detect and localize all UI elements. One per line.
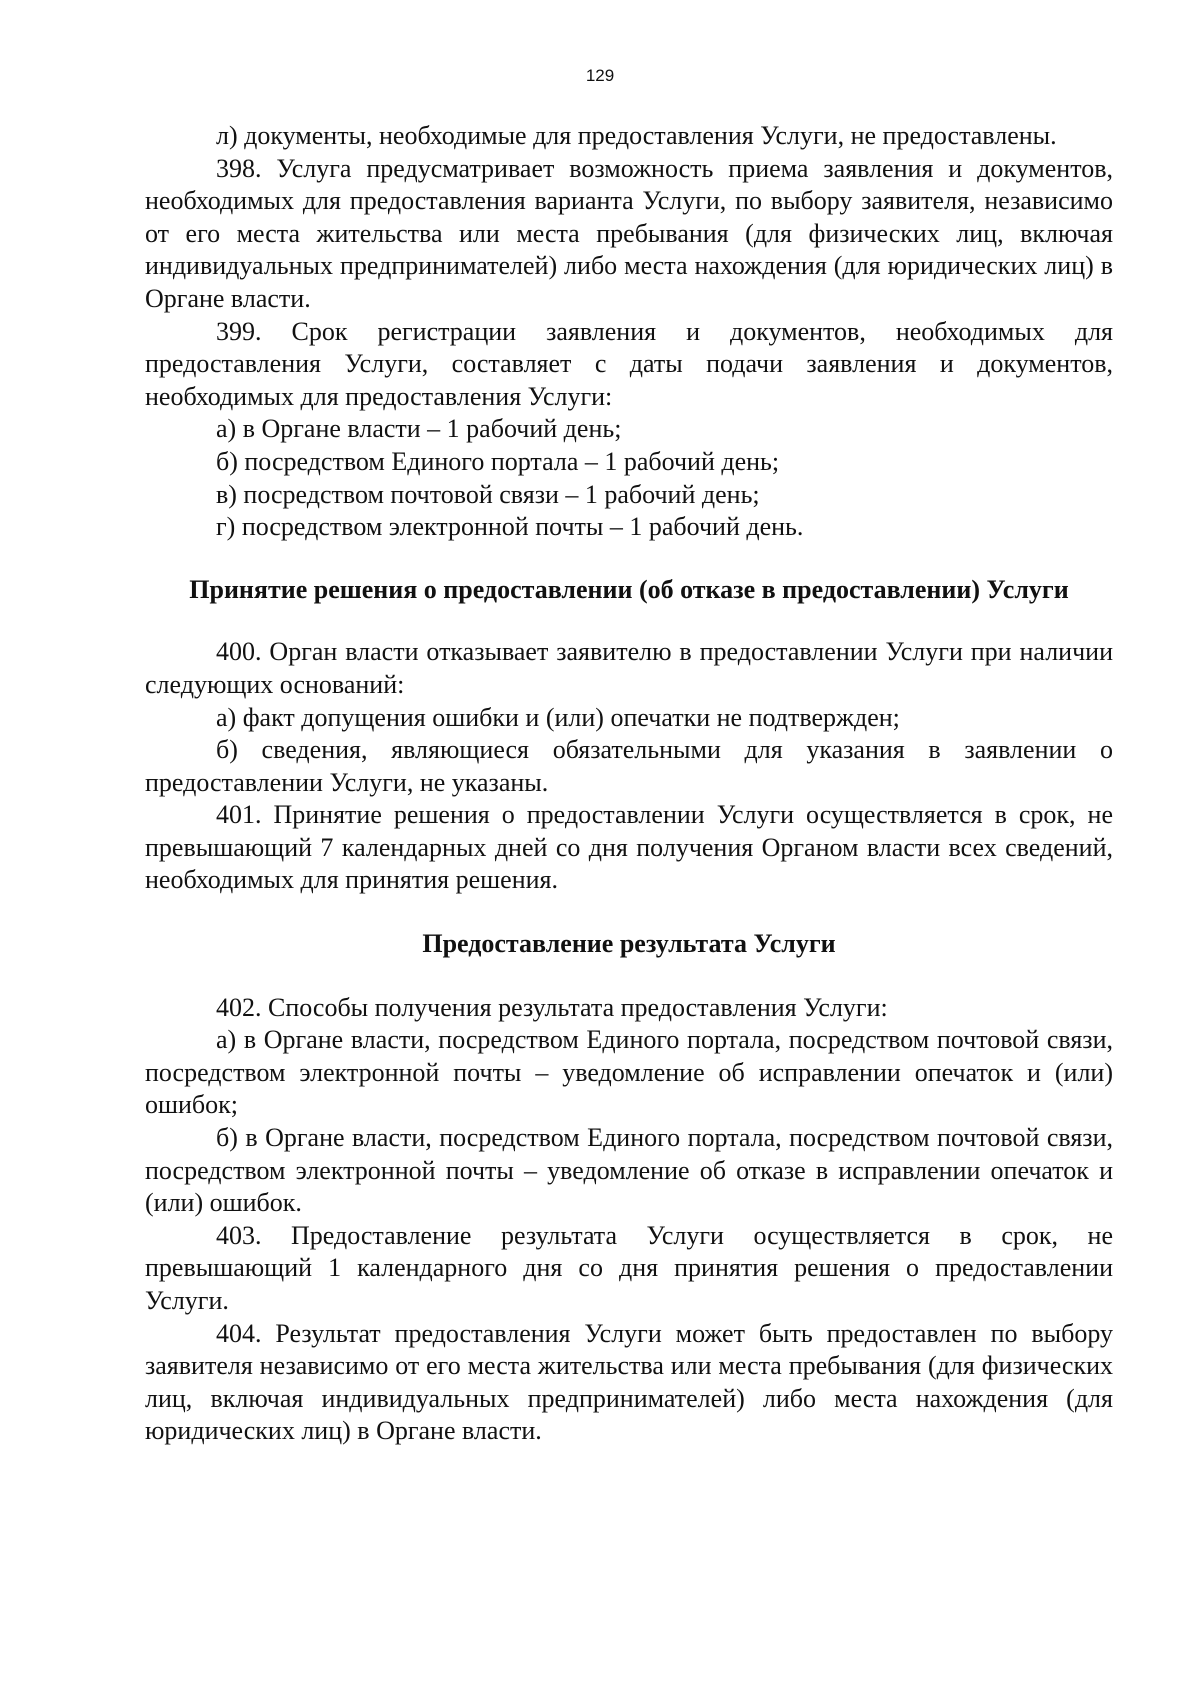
spacer bbox=[145, 606, 1113, 636]
spacer bbox=[145, 544, 1113, 574]
paragraph-401: 401. Принятие решения о предоставлении Услуги осуществляется в срок, не превышающий 7 календарных дней со дня получения Органом власти всех сведений, необходимых для принятия решения. bbox=[145, 800, 1113, 895]
paragraph-404: 404. Результат предоставления Услуги может быть предоставлен по выбору заявителя независимо от его места жительства или места пребывания (для физических лиц, включая индивидуальных предпринимателей) либо места нахождения (для юридических лиц) в Органе власти. bbox=[145, 1318, 1113, 1446]
list-item-g: г) посредством электронной почты – 1 рабочий день. bbox=[216, 512, 804, 542]
list-item-b: б) посредством Единого портала – 1 рабочий день; bbox=[216, 446, 780, 476]
paragraph-402: 402. Способы получения результата предоставления Услуги: bbox=[216, 992, 888, 1022]
page-number: 129 bbox=[585, 66, 615, 85]
list-item-a: а) в Органе власти – 1 рабочий день; bbox=[216, 414, 622, 444]
list-item-v: в) посредством почтовой связи – 1 рабочий день; bbox=[216, 479, 760, 509]
spacer bbox=[145, 961, 1113, 992]
paragraph-400: 400. Орган власти отказывает заявителю в предоставлении Услуги при наличии следующих оснований: bbox=[145, 637, 1113, 699]
paragraph-398: 398. Услуга предусматривает возможность приема заявления и документов, необходимых для предоставления варианта Услуги, по выбору заявителя, независимо от его места жительства или места пребывания (для физических лиц, включая индивидуальных предпринимателей) либо места нахождения (для юридических лиц) в Органе власти. bbox=[145, 153, 1113, 313]
document-body bbox=[145, 120, 1113, 1448]
list-item-a: а) факт допущения ошибки и (или) опечатки не подтвержден; bbox=[216, 702, 900, 732]
spacer bbox=[145, 897, 1113, 928]
list-item-b: б) сведения, являющиеся обязательными для указания в заявлении о предоставлении Услуги, не указаны. bbox=[145, 735, 1113, 797]
paragraph-399: 399. Срок регистрации заявления и документов, необходимых для предоставления Услуги, составляет с даты подачи заявления и документов, необходимых для предоставления Услуги: bbox=[145, 316, 1113, 411]
section-heading-result: Предоставление результата Услуги bbox=[422, 929, 836, 959]
paragraph-item-l: л) документы, необходимые для предоставления Услуги, не предоставлены. bbox=[216, 121, 1057, 150]
list-item-b: б) в Органе власти, посредством Единого портала, посредством почтовой связи, посредством электронной почты – уведомление об отказе в исправлении опечаток и (или) ошибок. bbox=[145, 1123, 1113, 1218]
list-item-a: а) в Органе власти, посредством Единого портала, посредством почтовой связи, посредством электронной почты – уведомление об исправлении опечаток и (или) ошибок; bbox=[145, 1025, 1113, 1120]
section-heading-decision: Принятие решения о предоставлении (об отказе в предоставлении) Услуги bbox=[189, 574, 1069, 604]
paragraph-403: 403. Предоставление результата Услуги осуществляется в срок, не превышающий 1 календарного дня со дня принятия решения о предоставлении Услуги. bbox=[145, 1220, 1113, 1315]
